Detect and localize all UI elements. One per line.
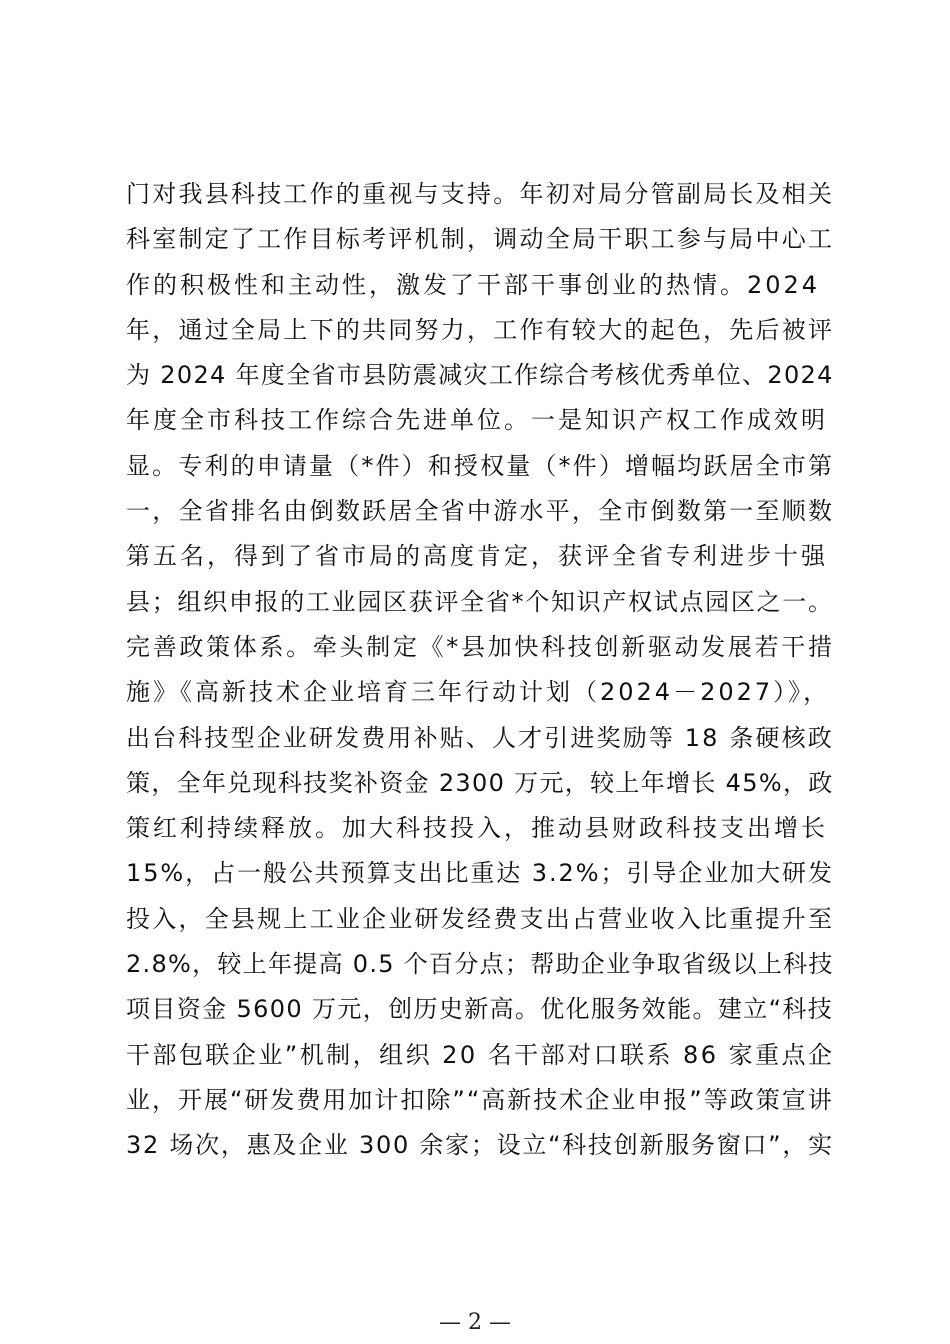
page-number: — 2 — xyxy=(439,1310,511,1335)
text-line: 门对我县科技工作的重视与支持。年初对局分管副局长及相关 xyxy=(126,180,835,208)
text-line: 年度全市科技工作综合先进单位。一是知识产权工作成效明 xyxy=(126,406,828,435)
text-line: 业，开展“研发费用加计扣除”“高新技术企业申报”等政策宣讲 xyxy=(126,1085,834,1114)
text-line: 完善政策体系。牵头制定《*县加快科技创新驱动发展若干措 xyxy=(126,632,835,661)
text-line: 干部包联企业”机制，组织 20 名干部对口联系 86 家重点企 xyxy=(126,1040,835,1069)
text-line: 策，全年兑现科技奖补资金 2300 万元，较上年增长 45%，政 xyxy=(126,768,834,797)
text-line: 第五名，得到了省市局的高度肯定，获评全省专利进步十强 xyxy=(126,542,828,571)
text-line: 作的积极性和主动性，激发了干部干事创业的热情。2024 xyxy=(126,270,821,299)
text-line: 为 2024 年度全省市县防震减灾工作综合考核优秀单位、2024 xyxy=(126,361,834,390)
text-line: 项目资金 5600 万元，创历史新高。优化服务效能。建立“科技 xyxy=(126,995,834,1024)
text-line: 投入，全县规上工业企业研发经费支出占营业收入比重提升至 xyxy=(126,904,835,933)
text-line: 显。专利的申请量（*件）和授权量（*件）增幅均跃居全市第 xyxy=(126,451,835,480)
text-line: 施》《高新技术企业培育三年行动计划（2024－2027）》， xyxy=(126,678,831,707)
text-line: 15%，占一般公共预算支出比重达 3.2%；引导企业加大研发 xyxy=(126,859,834,888)
text-line: 县；组织申报的工业园区获评全省*个知识产权试点园区之一。 xyxy=(126,587,834,616)
text-line: 科室制定了工作目标考评机制，调动全局干职工参与局中心工 xyxy=(126,225,835,254)
text-line: 出台科技型企业研发费用补贴、人才引进奖励等 18 条硬核政 xyxy=(126,723,834,752)
text-line: 策红利持续释放。加大科技投入，推动县财政科技支出增长 xyxy=(126,814,828,843)
body-text xyxy=(126,172,836,1169)
text-line: 2.8%，较上年提高 0.5 个百分点；帮助企业争取省级以上科技 xyxy=(126,950,834,979)
text-line: 年，通过全局上下的共同努力，工作有较大的起色，先后被评 xyxy=(126,315,835,344)
text-line: 32 场次，惠及企业 300 余家；设立“科技创新服务窗口”，实 xyxy=(126,1131,834,1160)
text-line: 一，全省排名由倒数跃居全省中游水平，全市倒数第一至顺数 xyxy=(126,497,835,526)
